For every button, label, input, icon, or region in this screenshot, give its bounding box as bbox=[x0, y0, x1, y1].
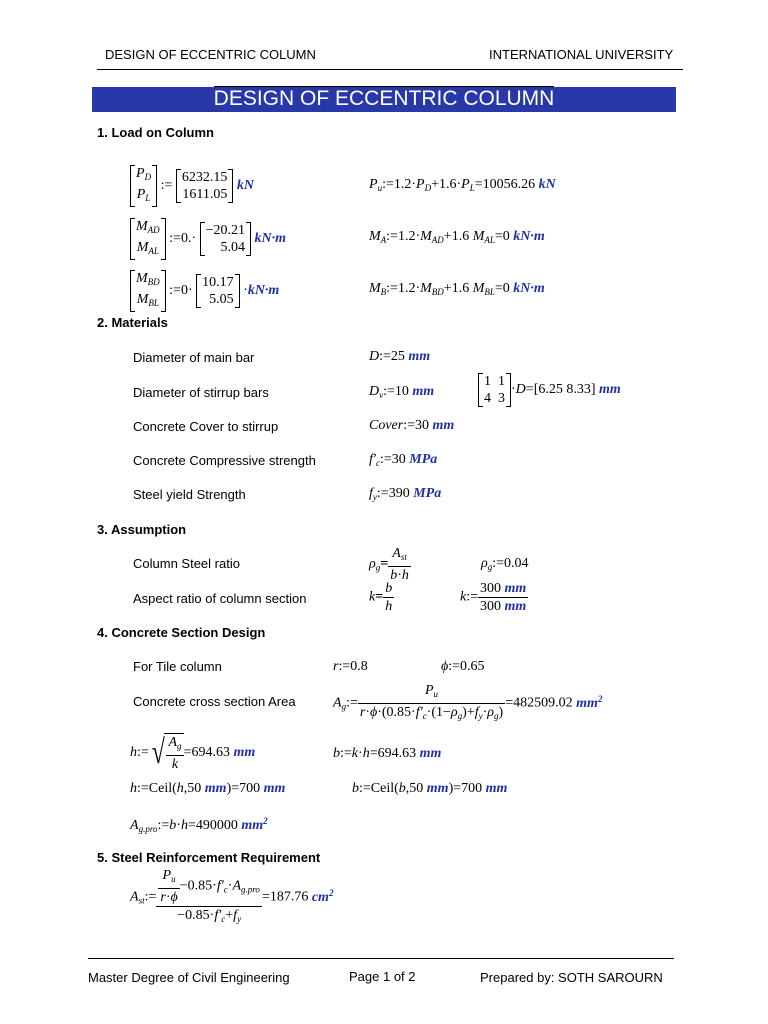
b-result: 694.63 bbox=[377, 746, 417, 761]
ast-coef: 0.85 bbox=[185, 908, 210, 923]
ma-result: 0 bbox=[502, 229, 510, 244]
k-numerator: 300 bbox=[480, 581, 502, 596]
unit-mm: mm bbox=[233, 745, 256, 761]
mbd-value: 10.17 bbox=[202, 275, 234, 290]
unit-mm: mm bbox=[419, 746, 442, 761]
pd-pl-equation: $P_D$ $P_L$ := 6232.15 1611.05 kN bbox=[130, 165, 254, 207]
dv-value: 10 bbox=[394, 384, 409, 399]
ag-equation: $A_g:=$ $\frac{P_u}{r\cdot\phi\cdot(0.85\cdot f'_c\cdot(1-\rho_g)+f_y\cdot\rho_g)}$ =482509.02 $mm^2$ bbox=[333, 682, 602, 725]
pl-value: 1611.05 bbox=[182, 187, 228, 202]
matrix-c: 4 bbox=[484, 391, 491, 406]
ast-coef: 0.85 bbox=[187, 878, 213, 894]
header-right: INTERNATIONAL UNIVERSITY bbox=[489, 47, 674, 62]
h-ceil-result: 700 bbox=[239, 781, 261, 796]
k-def-fraction: $\frac{b}{h}$ bbox=[385, 581, 393, 614]
label-fy: Steel yield Strength bbox=[133, 487, 246, 502]
mbd-mbl-factor: 0 bbox=[180, 283, 188, 299]
fy-value: 390 bbox=[388, 486, 410, 501]
unit-mm: mm bbox=[263, 781, 286, 796]
label-main-bar: Diameter of main bar bbox=[133, 350, 255, 365]
unit-mpa: MPa bbox=[413, 486, 442, 501]
mbd-mbl-values bbox=[196, 274, 240, 308]
mad-mal-values bbox=[200, 222, 251, 256]
label-stirrup-bars: Diameter of stirrup bars bbox=[133, 385, 269, 400]
r-value: 0.8 bbox=[350, 659, 368, 674]
unit-mm: mm bbox=[432, 418, 455, 433]
footer-page-number: Page 1 of 2 bbox=[349, 969, 416, 984]
section-title-concrete: 4. Concrete Section Design bbox=[97, 625, 266, 640]
k-denominator: 300 bbox=[480, 599, 502, 614]
ast-equation: $A_{st}:=$ $\frac{P_u}{r\cdot\phi}$ $-0.85\cdot f'_c\cdot A_{g.pro}$ $-0.85\cdot f'_c+f_y$ =187.76 $cm^2$ bbox=[130, 867, 333, 928]
d-matrix-equation: 1 1 4 3·D=[6.25 8.33] mm bbox=[478, 373, 621, 407]
pu-equation: $P_u:=1.2\cdot P_D+1.6\cdot P_L=10056.26$ kN bbox=[369, 177, 556, 193]
pd-pl-values bbox=[176, 169, 234, 203]
header-left: DESIGN OF ECCENTRIC COLUMN bbox=[105, 47, 316, 62]
k-fraction bbox=[478, 580, 528, 615]
unit-knm: kN·m bbox=[513, 229, 545, 244]
pu-result: 10056.26 bbox=[482, 177, 536, 192]
cover-value: 30 bbox=[415, 418, 430, 433]
label-fc: Concrete Compressive strength bbox=[133, 453, 316, 468]
label-tile-column: For Tile column bbox=[133, 659, 222, 674]
ma-equation: $M_A:=1.2\cdot M_{AD}+1.6$ $M_{AL}=0$ kN·m bbox=[369, 229, 545, 245]
header-rule bbox=[97, 69, 683, 70]
ast-fraction: $\frac{P_u}{r\cdot\phi}$ $-0.85\cdot f'_c\cdot A_{g.pro}$ $-0.85\cdot f'_c+f_y$ bbox=[156, 867, 262, 928]
ceil-step: 50 bbox=[409, 781, 424, 796]
rho-definition: $\rho_g=$ $\frac{A_{st}}{b\cdot h}$ bbox=[369, 546, 409, 583]
ag-result: 482509.02 bbox=[513, 695, 573, 711]
d-matrix-result: 6.25 8.33 bbox=[538, 382, 591, 398]
mad-mal-vector: $M_{AD}$ $M_{AL}$ bbox=[130, 218, 166, 260]
phi-equation: ϕ:=0.65 bbox=[441, 659, 485, 674]
unit-mm: mm bbox=[204, 781, 227, 796]
unit-mm: mm bbox=[504, 599, 527, 614]
d-value: 25 bbox=[390, 349, 405, 364]
footer-rule bbox=[88, 958, 674, 959]
k-definition: k= $\frac{b}{h}$ bbox=[369, 581, 393, 614]
bar-matrix bbox=[478, 373, 511, 407]
phi-value: 0.65 bbox=[460, 659, 485, 674]
k-equation: k:= $\frac{300 mm}{300 mm}$ bbox=[460, 581, 527, 614]
mbd-mbl-equation: $M_{BD}$ $M_{BL}$ :=0· 10.17 5.05 ·kN·m bbox=[130, 270, 279, 312]
h-result: 694.63 bbox=[191, 745, 230, 761]
mb-equation: $M_B:=1.2\cdot M_{BD}+1.6$ $M_{BL}=0$ kN·m bbox=[369, 281, 545, 297]
mb-result: 0 bbox=[502, 281, 510, 296]
section-title-steel: 5. Steel Reinforcement Requirement bbox=[97, 850, 321, 865]
unit-mm2: $mm^2$ bbox=[241, 816, 268, 833]
b-ceil-equation: b:=Ceil(b,50 mm)=700 mm bbox=[352, 781, 508, 796]
unit-mm: mm bbox=[412, 384, 435, 399]
mbd-mbl-vector: $M_{BD}$ $M_{BL}$ bbox=[130, 270, 166, 312]
label-cross-section: Concrete cross section Area bbox=[133, 694, 296, 709]
d-equation: D:=25 mm bbox=[369, 349, 431, 364]
matrix-b: 1 bbox=[498, 374, 505, 389]
mad-value: −20.21 bbox=[205, 223, 246, 238]
mbl-value: 5.05 bbox=[209, 292, 234, 307]
fc-value: 30 bbox=[391, 452, 406, 467]
unit-knm: kN·m bbox=[254, 231, 287, 247]
unit-cm2: $cm^2$ bbox=[311, 887, 334, 905]
rho-fraction: $\frac{A_{st}}{b\cdot h}$ bbox=[390, 546, 409, 583]
ag-pro-result: 490000 bbox=[195, 818, 238, 833]
unit-kn: kN bbox=[236, 178, 254, 194]
matrix-a: 1 bbox=[484, 374, 491, 389]
unit-knm: kN·m bbox=[513, 281, 545, 296]
cover-equation: Cover:=30 mm bbox=[369, 418, 455, 433]
unit-mpa: MPa bbox=[409, 452, 438, 467]
rho-value: 0.04 bbox=[504, 556, 529, 571]
h-equation: h:=√ $\frac{A_g}{k}$ =694.63 mm bbox=[130, 734, 256, 772]
label-aspect-ratio: Aspect ratio of column section bbox=[133, 591, 307, 606]
h-ceil-equation: h:=Ceil(h,50 mm)=700 mm bbox=[130, 781, 286, 796]
mad-mal-factor: 0 bbox=[180, 231, 188, 247]
footer-left: Master Degree of Civil Engineering bbox=[88, 970, 290, 985]
unit-mm: mm bbox=[426, 781, 449, 796]
unit-mm2: $mm^2$ bbox=[576, 693, 603, 711]
b-equation: b:=k·h=694.63 mm bbox=[333, 746, 442, 761]
label-steel-ratio: Column Steel ratio bbox=[133, 556, 240, 571]
fy-equation: $f_y:=390$ MPa bbox=[369, 486, 442, 502]
b-ceil-result: 700 bbox=[461, 781, 483, 796]
label-cover: Concrete Cover to stirrup bbox=[133, 419, 279, 434]
section-title-assumption: 3. Assumption bbox=[97, 522, 187, 537]
mal-value: 5.04 bbox=[220, 240, 246, 255]
pd-value: 6232.15 bbox=[181, 170, 228, 185]
unit-mm: mm bbox=[504, 581, 527, 596]
rho-equation: $\rho_g:=0.04$ bbox=[481, 556, 529, 572]
ceil-step: 50 bbox=[187, 781, 202, 796]
unit-mm: mm bbox=[408, 349, 431, 364]
fc-equation: $f'_c:=30$ MPa bbox=[369, 452, 438, 468]
page-title: DESIGN OF ECCENTRIC COLUMN bbox=[213, 87, 555, 110]
dv-equation: $D_v:=10$ mm bbox=[369, 384, 435, 400]
r-equation: r:=0.8 bbox=[333, 659, 368, 674]
matrix-d: 3 bbox=[498, 391, 505, 406]
section-title-load: 1. Load on Column bbox=[97, 125, 214, 140]
unit-kn: kN bbox=[538, 177, 556, 192]
unit-knm: kN·m bbox=[247, 283, 280, 299]
pd-pl-vector: $P_D$ $P_L$ bbox=[130, 165, 157, 207]
section-title-materials: 2. Materials bbox=[97, 315, 168, 330]
unit-mm: mm bbox=[599, 382, 621, 398]
ast-result: 187.76 bbox=[269, 889, 309, 905]
ag-pro-equation: $A_{g.pro}:=b\cdot h=490000$ $mm^2$ bbox=[130, 816, 268, 834]
ag-fraction: $\frac{P_u}{r\cdot\phi\cdot(0.85\cdot f'_c\cdot(1-\rho_g)+f_y\cdot\rho_g)}$ bbox=[359, 683, 504, 721]
mad-mal-equation: $M_{AD}$ $M_{AL}$ :=0.· −20.21 5.04 kN·m bbox=[130, 218, 286, 260]
h-sqrt: √ $\frac{A_g}{k}$ bbox=[151, 734, 182, 772]
footer-right: Prepared by: SOTH SAROURN bbox=[480, 970, 663, 985]
unit-mm: mm bbox=[485, 781, 508, 796]
